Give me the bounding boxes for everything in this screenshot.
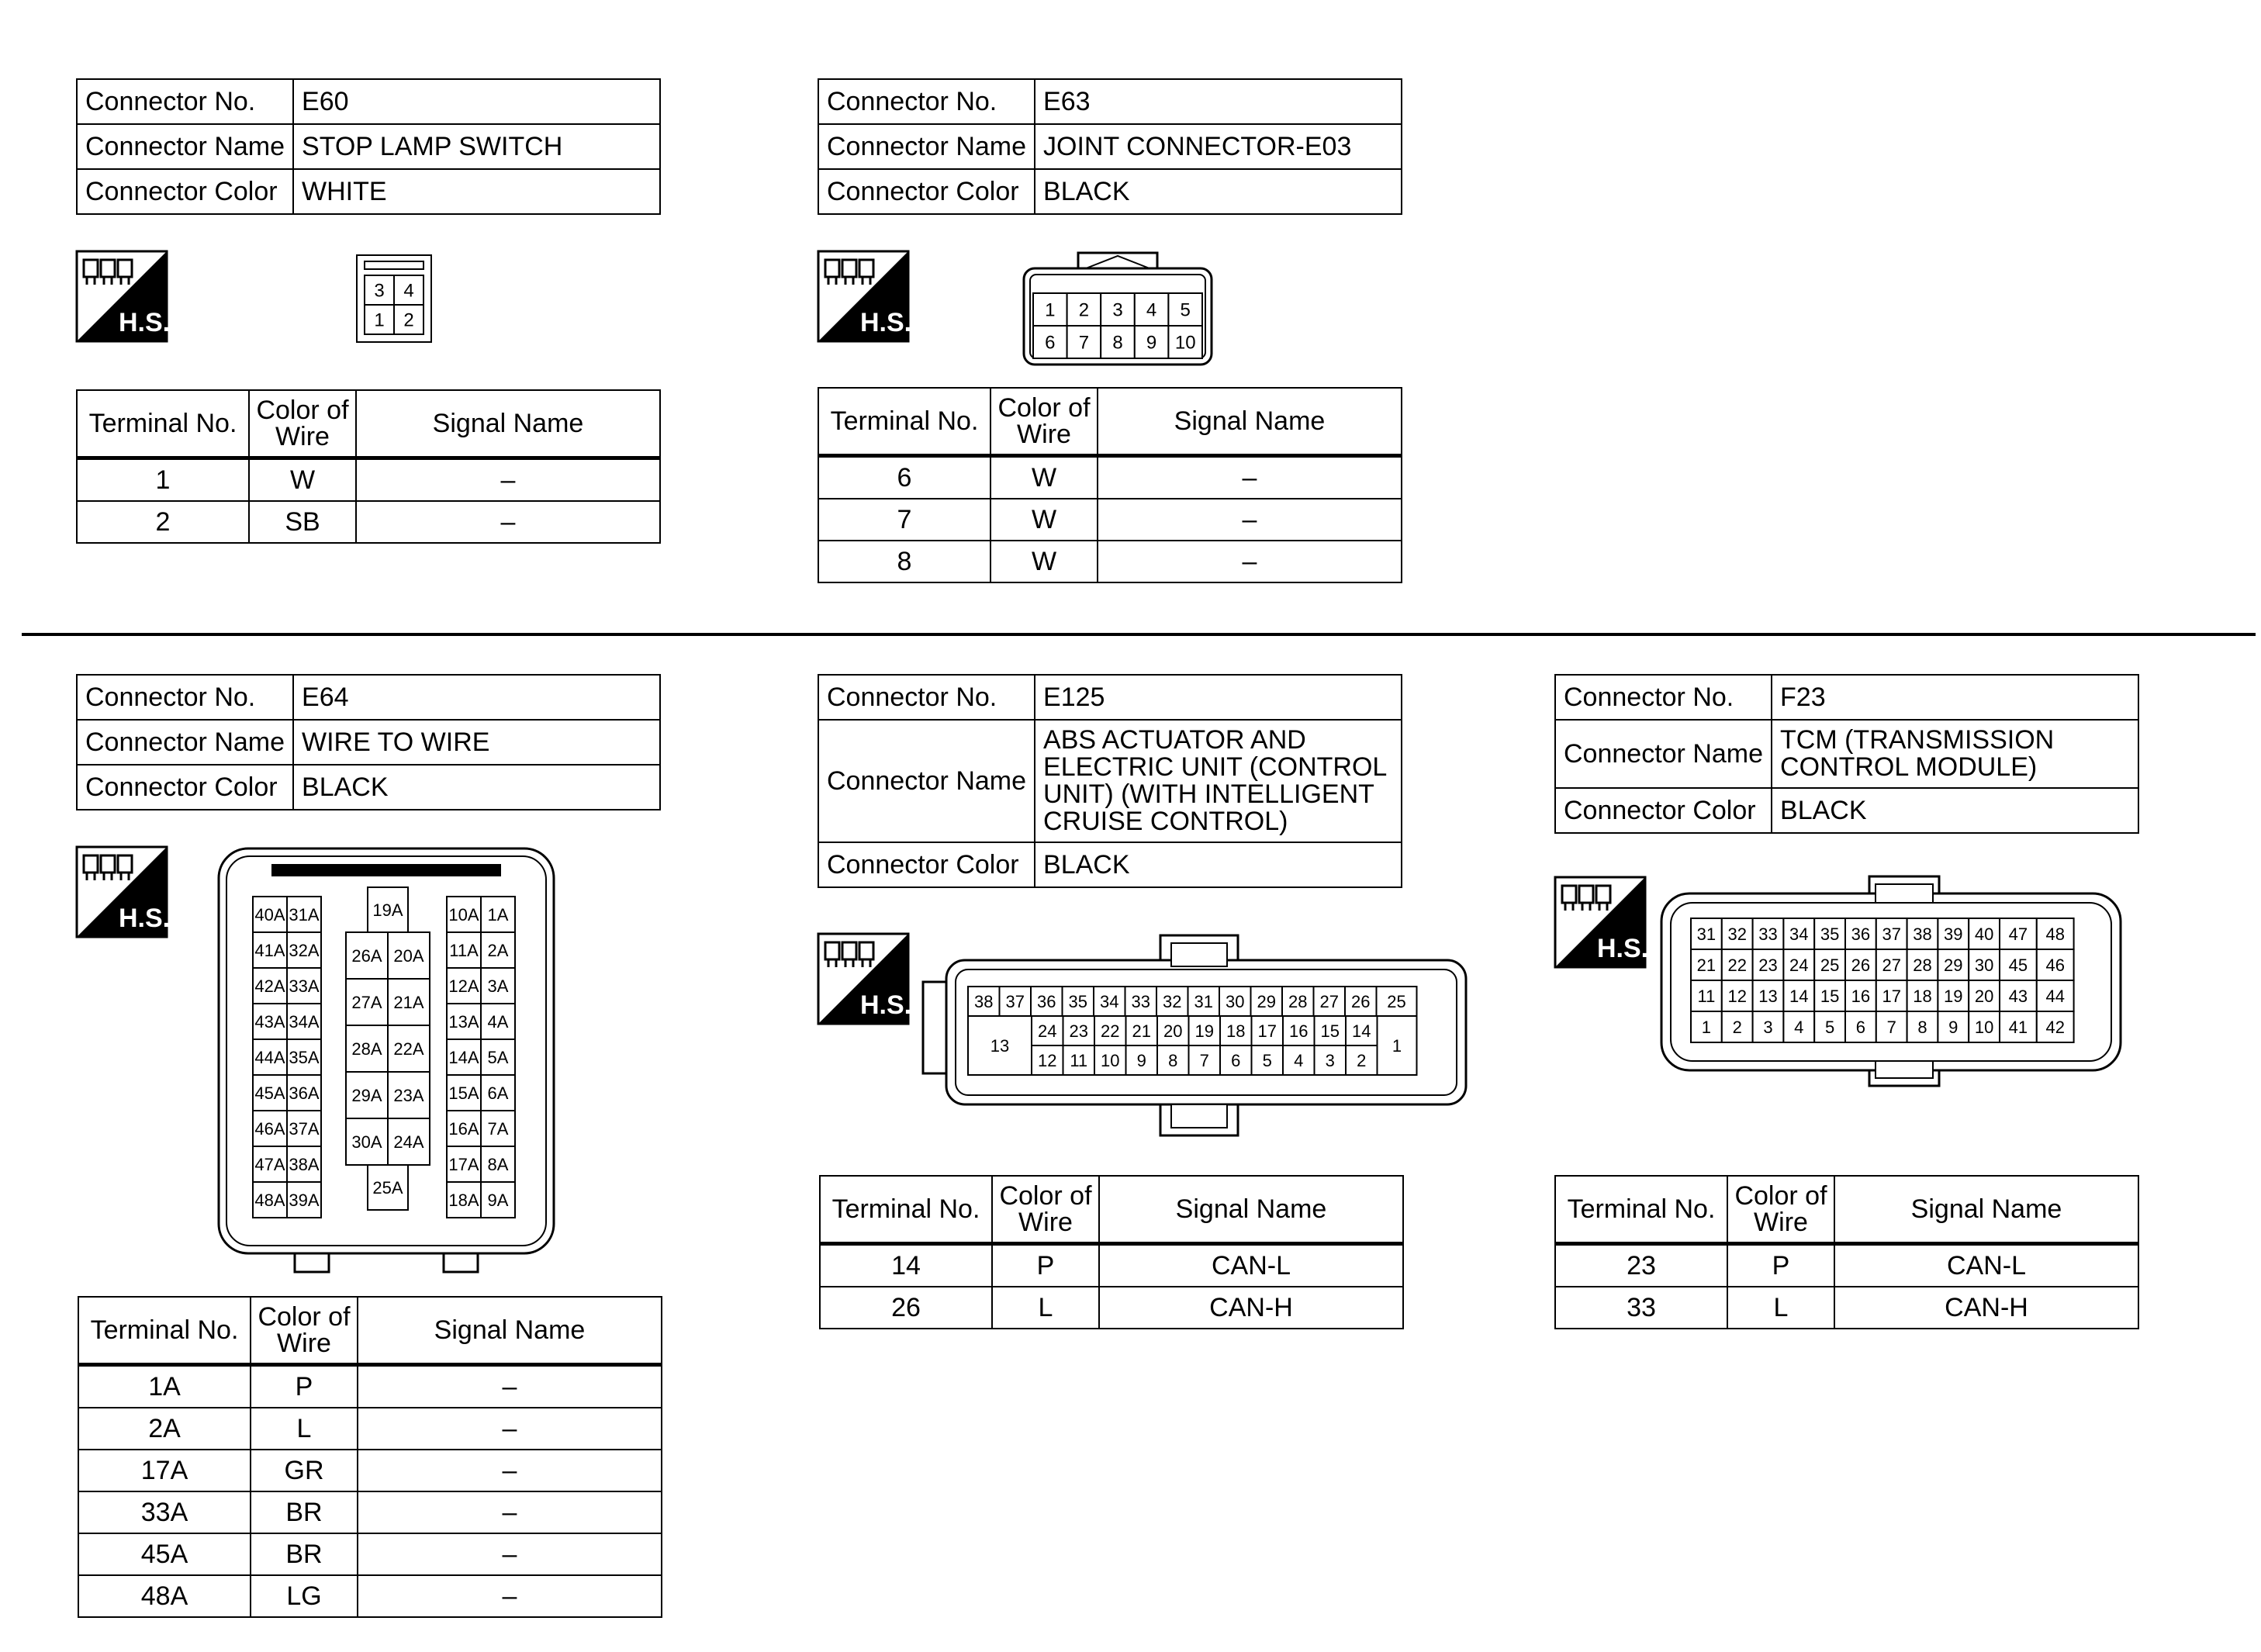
pin-label: 24 <box>1789 955 1809 975</box>
pin-label: 40 <box>1974 924 1994 944</box>
terminal-no-header: Terminal No. <box>818 388 990 456</box>
hs-label: H.S. <box>859 990 912 1020</box>
harness-side-icon <box>818 251 912 342</box>
pin-label: 25A <box>372 1177 403 1198</box>
signal-name-header: Signal Name <box>1099 1176 1403 1244</box>
pin-label: 39A <box>289 1190 320 1210</box>
pin-label: 21A <box>393 992 424 1012</box>
pin-label: 37 <box>1005 991 1025 1011</box>
pin-label: 16 <box>1289 1021 1309 1041</box>
connector-name-label: Connector Name <box>818 720 1035 842</box>
hs-label: H.S. <box>859 308 912 337</box>
pin-label: 5 <box>1824 1017 1835 1037</box>
wire-color-cell: L <box>1727 1287 1834 1329</box>
pin-label: 21 <box>1696 955 1716 975</box>
name-line: TCM (TRANSMISSION <box>1780 725 2055 755</box>
pin-label: 43 <box>2008 986 2028 1006</box>
table-row <box>818 456 1402 499</box>
pin-label: 4A <box>487 1011 509 1032</box>
hs-label: H.S. <box>118 904 171 933</box>
connector-key-inner <box>1876 1061 1933 1078</box>
connector-no-value: F23 <box>1772 675 2138 720</box>
connector-key-bar <box>271 864 501 876</box>
connector-key-inner <box>1171 943 1227 966</box>
pin-label: 6 <box>1231 1050 1241 1070</box>
pin-label: 13A <box>448 1011 479 1032</box>
pin-label: 10 <box>1101 1050 1120 1070</box>
pin-label: 23A <box>393 1085 424 1105</box>
pin-label: 31 <box>1696 924 1716 944</box>
pin-label: 33 <box>1758 924 1778 944</box>
pin-label: 15 <box>1820 986 1840 1006</box>
pin-label: 14 <box>1789 986 1809 1006</box>
signal-cell: – <box>356 501 660 543</box>
pin-label: 26 <box>1351 991 1371 1011</box>
pin-label: 6 <box>1855 1017 1866 1037</box>
connector-no-label: Connector No. <box>818 675 1035 720</box>
wire-color-cell: BR <box>251 1533 358 1575</box>
pin-label: 3 <box>1112 299 1123 321</box>
terminal-cell: 2 <box>77 501 249 543</box>
pin-label: 32 <box>1163 991 1182 1011</box>
table-row <box>78 1575 662 1617</box>
pin-label: 9 <box>1136 1050 1146 1070</box>
pin-label: 5A <box>487 1047 509 1067</box>
section-divider <box>22 633 2256 636</box>
pin-label: 1A <box>487 904 509 924</box>
pin-label: 47A <box>254 1154 285 1174</box>
pin-label: 35 <box>1820 924 1840 944</box>
pin-label: 20A <box>393 945 424 966</box>
signal-cell: – <box>358 1450 662 1491</box>
wire-color-cell: W <box>990 541 1098 582</box>
pin-label: 3A <box>487 976 509 996</box>
table-row <box>818 499 1402 541</box>
color-of-wire-header: Color of Wire <box>1727 1176 1834 1244</box>
signal-cell: – <box>356 458 660 502</box>
connector-color-value: BLACK <box>1035 169 1402 214</box>
terminal-cell: 1A <box>78 1365 251 1408</box>
e60-info-table <box>76 78 661 215</box>
pin-label: 13 <box>990 1035 1010 1056</box>
pin-label: 30 <box>1226 991 1245 1011</box>
pin-label: 34 <box>1789 924 1809 944</box>
pin-label: 2 <box>1732 1017 1742 1037</box>
signal-cell: CAN-L <box>1099 1244 1403 1287</box>
pin-label: 17 <box>1882 986 1901 1006</box>
connector-no-value: E63 <box>1035 79 1402 124</box>
pin-label: 40A <box>254 904 285 924</box>
terminal-cell: 17A <box>78 1450 251 1491</box>
pin-label: 13 <box>1758 986 1778 1006</box>
pin-label: 25 <box>1387 991 1406 1011</box>
e63-terminal-table <box>818 387 1402 583</box>
connector-color-label: Connector Color <box>77 169 293 214</box>
pin-label: 36A <box>289 1083 320 1103</box>
connector-name-label: Connector Name <box>818 124 1035 169</box>
connector-key-inner <box>1171 1104 1227 1128</box>
pin-label: 36 <box>1851 924 1871 944</box>
pin-label: 22A <box>393 1039 424 1059</box>
pin-label: 9 <box>1948 1017 1958 1037</box>
wire-color-cell: P <box>251 1365 358 1408</box>
pin-label: 29 <box>1944 955 1963 975</box>
hs-label: H.S. <box>1596 934 1649 963</box>
pin-label: 29 <box>1257 991 1276 1011</box>
signal-cell: – <box>1098 541 1402 582</box>
wire-color-cell: W <box>990 456 1098 499</box>
pin-label: 4 <box>1294 1050 1304 1070</box>
pin-label: 15 <box>1320 1021 1340 1041</box>
pin-label: 43A <box>254 1011 285 1032</box>
connector-name-label: Connector Name <box>1555 720 1772 788</box>
connector-name-value: WIRE TO WIRE <box>293 720 660 765</box>
pin-label: 38A <box>289 1154 320 1174</box>
pin-label: 7 <box>1199 1050 1209 1070</box>
pin-label: 32 <box>1727 924 1747 944</box>
connector-no-value: E64 <box>293 675 660 720</box>
pin-label: 29A <box>351 1085 382 1105</box>
signal-name-header: Signal Name <box>1834 1176 2138 1244</box>
pin-label: 47 <box>2008 924 2028 944</box>
e125-connector-pinout <box>923 934 1468 1137</box>
pin-label: 46A <box>254 1118 285 1139</box>
pin-label: 8A <box>487 1154 509 1174</box>
pin-label: 21 <box>1132 1021 1151 1041</box>
wire-color-cell: L <box>251 1408 358 1450</box>
wire-color-cell: W <box>249 458 356 502</box>
terminal-cell: 14 <box>820 1244 992 1287</box>
f23-info-table <box>1554 674 2139 834</box>
pin-label: 44 <box>2045 986 2065 1006</box>
signal-cell: – <box>1098 456 1402 499</box>
name-line: CRUISE CONTROL) <box>1043 807 1288 836</box>
terminal-cell: 26 <box>820 1287 992 1329</box>
signal-name-header: Signal Name <box>358 1297 662 1365</box>
pin-label: 38 <box>1913 924 1932 944</box>
connector-no-label: Connector No. <box>77 675 293 720</box>
e64-info-table <box>76 674 661 810</box>
pin-label: 3 <box>1325 1050 1335 1070</box>
pin-label: 28 <box>1288 991 1308 1011</box>
pin-label: 42 <box>2045 1017 2065 1037</box>
e64-terminal-table <box>78 1296 662 1618</box>
pin-label: 33A <box>289 976 320 996</box>
pin-label: 7 <box>1078 332 1090 354</box>
connector-latch-ramp <box>1086 256 1150 268</box>
pin-label: 16A <box>448 1118 479 1139</box>
terminal-no-header: Terminal No. <box>77 390 249 458</box>
terminal-cell: 1 <box>77 458 249 502</box>
table-row <box>78 1491 662 1533</box>
pin-label: 35 <box>1068 991 1087 1011</box>
signal-name-header: Signal Name <box>1098 388 1402 456</box>
pin-label: 8 <box>1112 332 1123 354</box>
pin-label: 38 <box>974 991 994 1011</box>
pin-label: 9A <box>487 1190 509 1210</box>
pin-label: 12 <box>1038 1050 1057 1070</box>
terminal-cell: 45A <box>78 1533 251 1575</box>
connector-latch <box>365 261 424 269</box>
e125-info-table <box>818 674 1402 888</box>
pin-label: 4 <box>403 280 414 302</box>
color-of-wire-header: Color of Wire <box>992 1176 1099 1244</box>
signal-cell: CAN-H <box>1099 1287 1403 1329</box>
pin-label: 20 <box>1974 986 1994 1006</box>
f23-connector-pinout <box>1660 875 2122 1089</box>
wire-color-cell: L <box>992 1287 1099 1329</box>
terminal-no-header: Terminal No. <box>78 1297 251 1365</box>
signal-cell: – <box>1098 499 1402 541</box>
table-row <box>820 1287 1403 1329</box>
table-row <box>818 541 1402 582</box>
name-line: UNIT) (WITH INTELLIGENT <box>1043 779 1374 809</box>
pin-label: 27 <box>1882 955 1901 975</box>
color-of-wire-header: Color of Wire <box>251 1297 358 1365</box>
signal-cell: – <box>358 1533 662 1575</box>
pin-label: 11A <box>449 940 479 960</box>
table-row <box>78 1450 662 1491</box>
pin-label: 23 <box>1758 955 1778 975</box>
harness-side-icon <box>76 846 171 938</box>
pin-label: 6A <box>487 1083 509 1103</box>
e63-connector-pinout <box>1022 251 1213 368</box>
pin-label: 34 <box>1100 991 1119 1011</box>
pin-label: 33 <box>1131 991 1150 1011</box>
pin-label: 36 <box>1037 991 1056 1011</box>
name-line: CONTROL MODULE) <box>1780 752 2038 782</box>
pin-label: 1 <box>374 309 385 331</box>
pin-label: 12 <box>1727 986 1747 1006</box>
harness-side-icon <box>818 933 912 1025</box>
pin-label: 41A <box>254 940 285 960</box>
e60-terminal-table <box>76 389 661 544</box>
connector-name-value <box>1772 720 2138 788</box>
connector-color-value: BLACK <box>1772 788 2138 833</box>
pin-label: 9 <box>1146 332 1157 354</box>
pin-label: 4 <box>1146 299 1157 321</box>
e63-info-table <box>818 78 1402 215</box>
pin-label: 8 <box>1917 1017 1927 1037</box>
e125-terminal-table <box>819 1175 1404 1329</box>
connector-name-value: STOP LAMP SWITCH <box>293 124 660 169</box>
pin-label: 1 <box>1701 1017 1712 1037</box>
table-row <box>77 501 660 543</box>
pin-label: 15A <box>448 1083 479 1103</box>
signal-name-header: Signal Name <box>356 390 660 458</box>
pin-label: 28A <box>351 1039 382 1059</box>
pin-label: 16 <box>1851 986 1871 1006</box>
pin-label: 17A <box>448 1154 479 1174</box>
terminal-no-header: Terminal No. <box>1555 1176 1727 1244</box>
table-row <box>78 1408 662 1450</box>
pin-label: 7 <box>1886 1017 1896 1037</box>
pin-label: 20 <box>1163 1021 1183 1041</box>
terminal-cell: 33 <box>1555 1287 1727 1329</box>
pin-label: 24A <box>393 1132 424 1152</box>
pin-label: 14 <box>1352 1021 1371 1041</box>
pin-label: 27 <box>1319 991 1339 1011</box>
table-row <box>1555 1244 2138 1287</box>
connector-no-label: Connector No. <box>77 79 293 124</box>
wire-color-cell: P <box>992 1244 1099 1287</box>
pin-label: 44A <box>254 1047 285 1067</box>
pin-label: 12A <box>448 976 479 996</box>
pin-label: 19A <box>372 900 403 920</box>
table-row <box>820 1244 1403 1287</box>
pin-label: 10 <box>1974 1017 1994 1037</box>
table-row <box>78 1533 662 1575</box>
pin-label: 5 <box>1262 1050 1272 1070</box>
pin-label: 30 <box>1974 955 1994 975</box>
table-row <box>77 458 660 502</box>
pin-label: 8 <box>1168 1050 1178 1070</box>
terminal-cell: 6 <box>818 456 990 499</box>
pin-label: 26A <box>351 945 382 966</box>
pin-label: 39 <box>1944 924 1963 944</box>
pin-label: 2A <box>487 940 509 960</box>
pin-label: 25 <box>1820 955 1840 975</box>
pin-label: 37A <box>289 1118 320 1139</box>
e60-connector-pinout <box>355 254 433 344</box>
pin-label: 1 <box>1392 1035 1402 1056</box>
pin-label: 19 <box>1944 986 1963 1006</box>
pin-label: 31A <box>289 904 320 924</box>
terminal-cell: 33A <box>78 1491 251 1533</box>
signal-cell: CAN-H <box>1834 1287 2138 1329</box>
pin-label: 31 <box>1194 991 1213 1011</box>
connector-no-value: E60 <box>293 79 660 124</box>
harness-side-icon <box>76 251 171 342</box>
name-line: ABS ACTUATOR AND <box>1043 725 1306 755</box>
terminal-cell: 48A <box>78 1575 251 1617</box>
color-of-wire-header: Color of Wire <box>249 390 356 458</box>
pin-label: 45 <box>2008 955 2028 975</box>
pin-label: 11 <box>1070 1050 1088 1070</box>
pin-label: 32A <box>289 940 320 960</box>
pin-label: 5 <box>1180 299 1191 321</box>
connector-key-inner <box>1876 884 1933 903</box>
name-line: ELECTRIC UNIT (CONTROL <box>1043 752 1388 782</box>
wire-color-cell: SB <box>249 501 356 543</box>
e64-connector-pinout <box>217 847 555 1281</box>
pin-label: 24 <box>1038 1021 1057 1041</box>
hs-label: H.S. <box>118 308 171 337</box>
signal-cell: – <box>358 1575 662 1617</box>
connector-no-label: Connector No. <box>1555 675 1772 720</box>
connector-color-value: BLACK <box>1035 842 1402 887</box>
connector-color-label: Connector Color <box>818 842 1035 887</box>
pin-label: 34A <box>289 1011 320 1032</box>
pin-label: 17 <box>1257 1021 1277 1041</box>
signal-cell: – <box>358 1408 662 1450</box>
connector-no-label: Connector No. <box>818 79 1035 124</box>
connector-color-value: WHITE <box>293 169 660 214</box>
pin-label: 10 <box>1174 332 1196 354</box>
pin-label: 18 <box>1913 986 1932 1006</box>
pin-label: 2 <box>1078 299 1090 321</box>
pin-label: 48A <box>254 1190 285 1210</box>
signal-cell: CAN-L <box>1834 1244 2138 1287</box>
f23-terminal-table <box>1554 1175 2139 1329</box>
pin-label: 3 <box>1763 1017 1773 1037</box>
pin-label: 7A <box>487 1118 509 1139</box>
pin-label: 3 <box>374 280 385 302</box>
pin-label: 23 <box>1069 1021 1088 1041</box>
pin-label: 41 <box>2008 1017 2028 1037</box>
pin-label: 11 <box>1697 986 1716 1006</box>
connector-name-value <box>1035 720 1402 842</box>
connector-side-tab <box>923 982 948 1073</box>
connector-color-value: BLACK <box>293 765 660 810</box>
terminal-cell: 23 <box>1555 1244 1727 1287</box>
terminal-cell: 7 <box>818 499 990 541</box>
connector-no-value: E125 <box>1035 675 1402 720</box>
pin-label: 19 <box>1194 1021 1214 1041</box>
connector-color-label: Connector Color <box>77 765 293 810</box>
connector-color-label: Connector Color <box>1555 788 1772 833</box>
pin-label: 2 <box>1357 1050 1367 1070</box>
signal-cell: – <box>358 1365 662 1408</box>
pin-label: 18A <box>448 1190 479 1210</box>
pin-label: 14A <box>448 1047 479 1067</box>
wire-color-cell: BR <box>251 1491 358 1533</box>
pin-label: 28 <box>1913 955 1932 975</box>
connector-name-value: JOINT CONNECTOR-E03 <box>1035 124 1402 169</box>
color-of-wire-header: Color of Wire <box>990 388 1098 456</box>
connector-name-label: Connector Name <box>77 720 293 765</box>
wire-color-cell: LG <box>251 1575 358 1617</box>
pin-label: 37 <box>1882 924 1901 944</box>
pin-label: 27A <box>351 992 382 1012</box>
harness-side-icon <box>1554 876 1649 968</box>
pin-label: 35A <box>289 1047 320 1067</box>
pin-label: 10A <box>448 904 479 924</box>
table-row <box>1555 1287 2138 1329</box>
wire-color-cell: W <box>990 499 1098 541</box>
pin-label: 26 <box>1851 955 1871 975</box>
terminal-no-header: Terminal No. <box>820 1176 992 1244</box>
pin-label: 42A <box>254 976 285 996</box>
pin-label: 22 <box>1727 955 1747 975</box>
pin-label: 22 <box>1101 1021 1120 1041</box>
pin-label: 4 <box>1794 1017 1804 1037</box>
pin-label: 18 <box>1226 1021 1246 1041</box>
connector-color-label: Connector Color <box>818 169 1035 214</box>
pin-label: 6 <box>1045 332 1056 354</box>
terminal-cell: 2A <box>78 1408 251 1450</box>
connector-name-label: Connector Name <box>77 124 293 169</box>
signal-cell: – <box>358 1491 662 1533</box>
table-row <box>78 1365 662 1408</box>
pin-label: 45A <box>254 1083 285 1103</box>
pin-label: 2 <box>403 309 414 331</box>
wire-color-cell: P <box>1727 1244 1834 1287</box>
pin-label: 30A <box>351 1132 382 1152</box>
pin-label: 1 <box>1045 299 1056 321</box>
pin-label: 48 <box>2045 924 2065 944</box>
wire-color-cell: GR <box>251 1450 358 1491</box>
terminal-cell: 8 <box>818 541 990 582</box>
pin-label: 46 <box>2045 955 2065 975</box>
